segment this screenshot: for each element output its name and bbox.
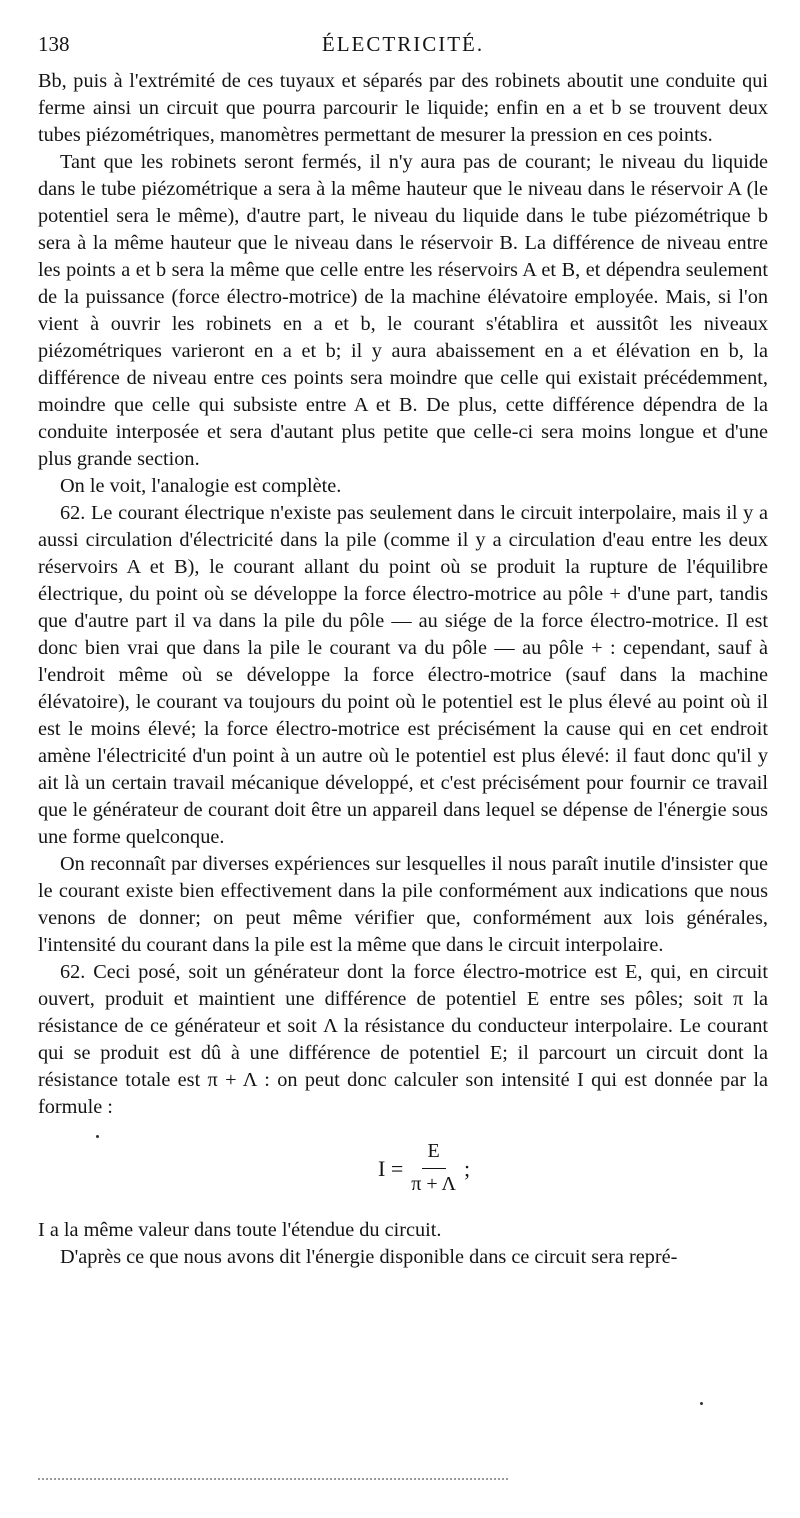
paragraph-8: D'après ce que nous avons dit l'énergie disponible dans ce circuit sera repré- — [60, 1246, 678, 1268]
formula-numerator: E — [422, 1138, 446, 1169]
running-title: ÉLECTRICITÉ. — [321, 32, 485, 56]
page-number: 138 — [38, 32, 70, 56]
body-text — [38, 68, 768, 1271]
stray-ink-dot — [96, 1135, 99, 1138]
formula-terminator: ; — [464, 1155, 471, 1181]
paragraph-3: On le voit, l'analogie est complète. — [60, 475, 342, 497]
paragraph-7: I a la même valeur dans toute l'étendue du circuit. — [38, 1219, 442, 1241]
footer-faint-line — [38, 1478, 508, 1480]
formula-fraction — [411, 1138, 456, 1198]
paragraph-1: Bb, puis à l'extrémité de ces tuyaux et séparés par des robinets aboutit une conduite qui ferme ainsi un circuit que pourra parcourir le liquide; enfin en a et b se trouvent deux tubes piézométriques, manomètres permettant de mesurer la pression en ces points. — [38, 70, 768, 146]
formula-denominator: π + Λ — [411, 1173, 457, 1195]
formula-block — [38, 1121, 768, 1217]
paragraph-2: Tant que les robinets seront fermés, il n'y aura pas de courant; le niveau du liquide dans le tube piézométrique a sera à la même hauteur que le niveau dans le réservoir A (le potentiel sera le même), d'autre part, le niveau du liquide dans le tube piézométrique b sera à la même hauteur que le niveau dans le réservoir B. La différence de niveau entre les points a et b sera la même que celle entre les réservoirs A et B, et dépendra seulement de la puissance (force électro-motrice) de la machine élévatoire employée. Mais, si l'on vient à ouvrir les robinets en a et b, le courant s'établira et aussitôt les niveaux piézométriques varieront en a et b; il y aura abaissement en a et élévation en b, la différence de niveau entre ces points sera moindre que celle qui existait précédemment, moindre que celle qui subsiste entre A et B. De plus, cette différence dépendra de la conduite interposée et sera d'autant plus petite que celle-ci sera moins longue et d'une plus grande section. — [38, 151, 768, 470]
paragraph-section-62-a: 62. Le courant électrique n'existe pas seulement dans le circuit interpolaire, mais il y a aussi circulation d'électricité dans la pile (comme il y a circulation d'eau entre les deux réservoirs A et B), le courant allant du point où se produit la rupture de l'équilibre électrique, du point où se développe la force électro-motrice au pôle + d'une part, tandis que d'autre part il va dans la pile du pôle — au siége de la force électro-motrice. Il est donc bien vrai que dans la pile le courant va du pôle — au pôle + : cependant, sauf à l'endroit même où se développe la force électro-motrice (sauf dans la machine élévatoire), le courant va toujours du point où le potentiel est le plus élevé au point où il est le moins élevé; la force électro-motrice est précisément la cause qui en cet endroit amène l'électricité d'un point à un autre où le potentiel est plus élevé: il faut donc qu'il y ait là un certain travail mécanique développé, et c'est précisément pour fournir ce travail que le générateur de courant doit être un appareil dans lequel se dépense de l'énergie sous une forme quelconque. — [38, 502, 768, 848]
paragraph-section-62-b: 62. Ceci posé, soit un générateur dont la force électro-motrice est E, qui, en circuit ouvert, produit et maintient une différence de potentiel E entre ses pôles; soit π la résistance de ce générateur et soit Λ la résistance du conducteur interpolaire. Le courant qui se produit est dû à une différence de potentiel E; il parcourt un circuit dont la résistance totale est π + Λ : on peut donc calculer son intensité I qui est donnée par la formule : — [38, 961, 768, 1118]
page-header — [38, 24, 768, 64]
formula-lhs: I = — [378, 1155, 404, 1181]
stray-ink-dot-lower — [700, 1402, 703, 1405]
formula-ohm-law — [378, 1133, 470, 1203]
paragraph-5: On reconnaît par diverses expériences sur lesquelles il nous paraît inutile d'insister que le courant existe bien effectivement dans la pile conformément aux indications que nous venons de donner; on peut même vérifier que, conformément aux lois générales, l'intensité du courant dans la pile est la même que dans le circuit interpolaire. — [38, 853, 768, 956]
